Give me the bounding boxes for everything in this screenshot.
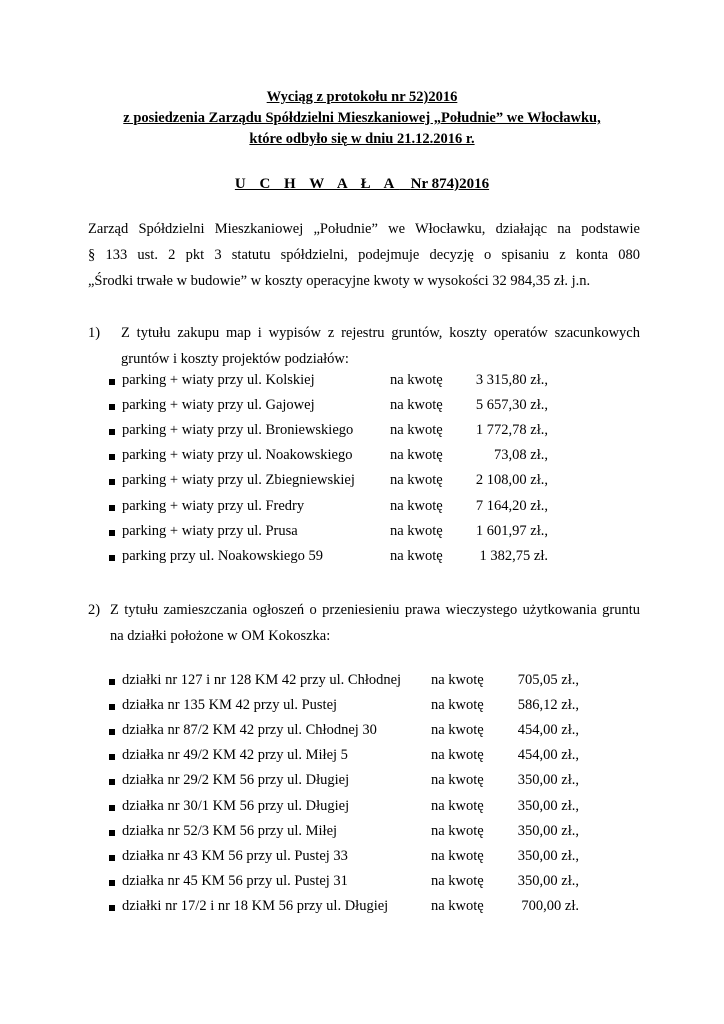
bullet-icon	[109, 429, 115, 435]
item-amount-label: na kwotę	[390, 472, 443, 489]
intro-line-3: „Środki trwałe w budowie” w koszty operacyjne kwoty w wysokości 32 984,35 zł. j.n.	[88, 273, 591, 289]
section-1-line-2: gruntów i koszty projektów podziałów:	[121, 351, 349, 367]
bullet-icon	[109, 729, 115, 735]
item-amount-label: na kwotę	[431, 672, 484, 688]
bullet-icon	[109, 530, 115, 536]
bullet-icon	[109, 754, 115, 760]
item-description: działka nr 30/1 KM 56 przy ul. Długiej	[122, 797, 350, 814]
item-description: działka nr 52/3 KM 56 przy ul. Miłej	[122, 822, 338, 839]
item-amount: 1 772,78 zł.,	[475, 422, 548, 439]
item-amount: 586,12 zł.,	[517, 697, 579, 714]
item-amount-label: na kwotę	[431, 747, 484, 764]
item-amount-label: na kwotę	[390, 372, 443, 388]
item-amount: 7 164,20 zł.,	[475, 497, 548, 514]
list-item	[0, 898, 724, 922]
bullet-icon	[109, 704, 115, 710]
item-amount-label: na kwotę	[431, 697, 484, 714]
list-item	[0, 747, 724, 771]
item-description: działka nr 135 KM 42 przy ul. Pustej	[122, 697, 338, 714]
item-amount-label: na kwotę	[431, 722, 484, 739]
item-description: parking + wiaty przy ul. Gajowej	[122, 397, 315, 414]
item-amount: 73,08 zł.,	[494, 447, 548, 464]
section-2-heading	[110, 597, 640, 649]
item-amount-label: na kwotę	[431, 897, 484, 914]
item-amount-label: na kwotę	[431, 872, 484, 889]
list-item	[0, 447, 724, 471]
item-amount: 350,00 zł.,	[517, 797, 579, 814]
resolution-title-word: U C H W A Ł A	[234, 176, 400, 192]
list-item	[0, 772, 724, 796]
bullet-icon	[109, 555, 115, 561]
list-item	[0, 672, 724, 696]
section-1-line-1: Z tytułu zakupu map i wypisów z rejestru gruntów, koszty operatów szacunkowych	[121, 325, 640, 341]
section-2-line-1: Z tytułu zamieszczania ogłoszeń o przeniesieniu prawa wieczystego użytkowania gruntu	[110, 602, 640, 618]
intro-line-1: Zarząd Spółdzielni Mieszkaniowej „Południe” we Włocławku, działając na podstawie	[88, 221, 640, 237]
item-amount-label: na kwotę	[431, 822, 484, 839]
item-amount: 700,00 zł.	[521, 897, 579, 914]
item-amount: 5 657,30 zł.,	[475, 397, 548, 414]
list-item	[0, 523, 724, 547]
item-description: parking + wiaty przy ul. Zbiegniewskiej	[122, 472, 355, 489]
item-amount: 1 382,75 zł.	[479, 547, 548, 564]
item-amount: 3 315,80 zł.,	[475, 372, 548, 388]
document-header	[0, 87, 724, 150]
item-description: działki nr 127 i nr 128 KM 42 przy ul. Chłodnej	[122, 672, 402, 688]
item-amount: 350,00 zł.,	[517, 772, 579, 789]
header-line-3: które odbyło się w dniu 21.12.2016 r.	[249, 131, 475, 147]
item-description: parking + wiaty przy ul. Kolskiej	[122, 372, 315, 388]
header-line-2: z posiedzenia Zarządu Spółdzielni Mieszkaniowej „Południe” we Włocławku,	[123, 110, 601, 126]
intro-paragraph	[88, 216, 640, 294]
item-description: działka nr 87/2 KM 42 przy ul. Chłodnej 30	[122, 722, 377, 739]
bullet-icon	[109, 805, 115, 811]
item-description: parking + wiaty przy ul. Fredry	[122, 497, 305, 514]
bullet-icon	[109, 404, 115, 410]
list-item	[0, 697, 724, 721]
item-amount-label: na kwotę	[431, 847, 484, 864]
item-description: działka nr 43 KM 56 przy ul. Pustej 33	[122, 847, 348, 864]
item-amount: 454,00 zł.,	[517, 722, 579, 739]
item-description: parking przy ul. Noakowskiego 59	[122, 547, 323, 564]
bullet-icon	[109, 855, 115, 861]
resolution-number: Nr 874)2016	[410, 176, 490, 192]
item-description: działka nr 49/2 KM 42 przy ul. Miłej 5	[122, 747, 348, 764]
list-item	[0, 722, 724, 746]
item-amount-label: na kwotę	[390, 547, 443, 564]
item-amount: 454,00 zł.,	[517, 747, 579, 764]
list-item	[0, 422, 724, 446]
bullet-icon	[109, 679, 115, 685]
list-item	[0, 472, 724, 496]
item-amount: 350,00 zł.,	[517, 872, 579, 889]
resolution-title	[0, 176, 724, 193]
list-item	[0, 823, 724, 847]
item-description: parking + wiaty przy ul. Broniewskiego	[122, 422, 354, 439]
bullet-icon	[109, 454, 115, 460]
bullet-icon	[109, 905, 115, 911]
item-description: działki nr 17/2 i nr 18 KM 56 przy ul. Długiej	[122, 897, 389, 914]
item-amount: 705,05 zł.,	[517, 672, 579, 688]
item-description: parking + wiaty przy ul. Prusa	[122, 522, 298, 539]
section-1-heading	[121, 320, 640, 372]
list-item	[0, 498, 724, 522]
item-amount-label: na kwotę	[390, 447, 443, 464]
list-item	[0, 848, 724, 872]
item-amount-label: na kwotę	[390, 522, 443, 539]
item-amount: 350,00 zł.,	[517, 822, 579, 839]
section-2-line-2: na działki położone w OM Kokoszka:	[110, 628, 331, 644]
section-1-number: 1)	[88, 325, 101, 341]
item-amount-label: na kwotę	[390, 422, 443, 439]
item-amount-label: na kwotę	[431, 797, 484, 814]
item-amount: 350,00 zł.,	[517, 847, 579, 864]
bullet-icon	[109, 779, 115, 785]
item-amount: 2 108,00 zł.,	[475, 472, 548, 489]
header-line-1: Wyciąg z protokołu nr 52)2016	[266, 89, 458, 105]
item-amount-label: na kwotę	[390, 497, 443, 514]
bullet-icon	[109, 379, 115, 385]
item-amount-label: na kwotę	[390, 397, 443, 414]
bullet-icon	[109, 505, 115, 511]
item-amount-label: na kwotę	[431, 772, 484, 789]
item-description: działka nr 29/2 KM 56 przy ul. Długiej	[122, 772, 350, 789]
bullet-icon	[109, 479, 115, 485]
list-item	[0, 873, 724, 897]
bullet-icon	[109, 880, 115, 886]
item-description: parking + wiaty przy ul. Noakowskiego	[122, 447, 353, 464]
bullet-icon	[109, 830, 115, 836]
item-description: działka nr 45 KM 56 przy ul. Pustej 31	[122, 872, 348, 889]
list-item	[0, 798, 724, 822]
list-item	[0, 397, 724, 421]
list-item	[0, 372, 724, 396]
item-amount: 1 601,97 zł.,	[475, 522, 548, 539]
intro-line-2: § 133 ust. 2 pkt 3 statutu spółdzielni, podejmuje decyzję o spisaniu z konta 080	[88, 247, 640, 263]
section-2-number: 2)	[88, 602, 101, 618]
list-item	[0, 548, 724, 572]
